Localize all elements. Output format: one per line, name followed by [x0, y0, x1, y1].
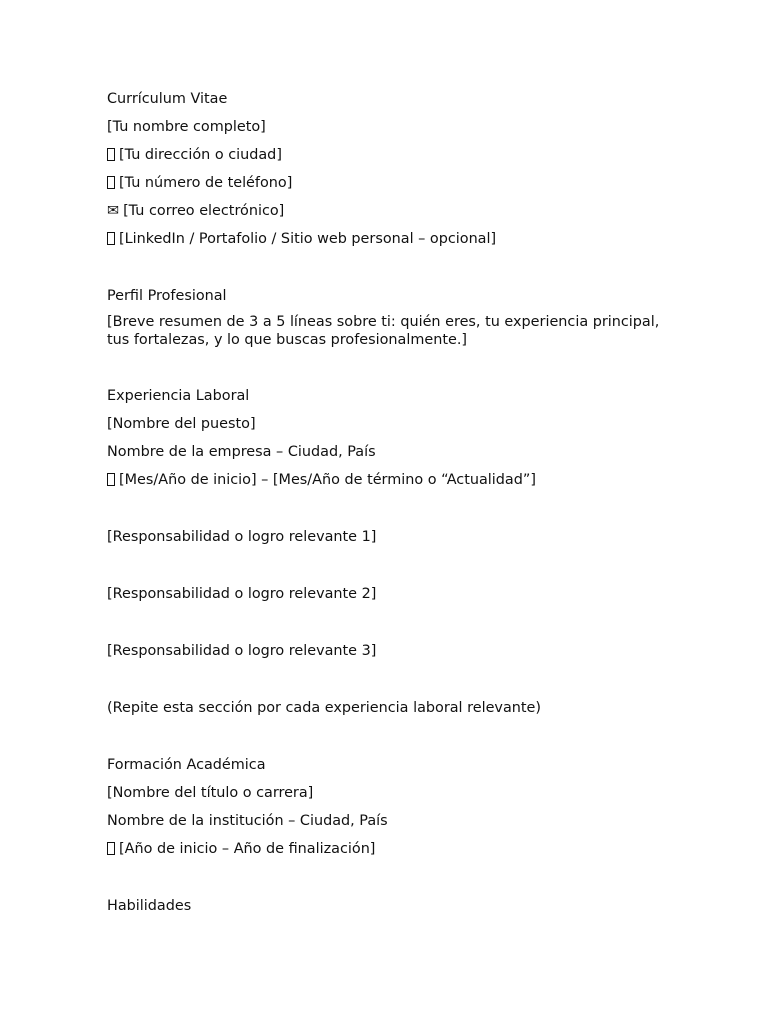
degree-line: [Nombre del título o carrera]: [107, 785, 314, 801]
institution-line: Nombre de la institución – Ciudad, País: [107, 813, 388, 829]
email-line: [107, 201, 667, 221]
education-heading: Formación Académica: [107, 757, 266, 773]
experience-note: (Repite esta sección por cada experiencia laboral relevante): [107, 700, 542, 716]
list-item: [Responsabilidad o logro relevante 1]: [107, 529, 377, 545]
profile-summary: [Breve resumen de 3 a 5 líneas sobre ti: quién eres, tu experiencia principal, tus fortalezas, y lo que buscas profesionalmente.]: [107, 314, 660, 348]
cv-document: [107, 89, 667, 916]
experience-dates-line: [107, 470, 667, 490]
envelope-icon: ✉: [107, 203, 120, 219]
location-icon: [107, 148, 115, 161]
calendar-icon: [107, 842, 115, 855]
experience-dates-text: [Mes/Año de inicio] – [Mes/Año de término o “Actualidad”]: [119, 472, 536, 488]
links-text: [LinkedIn / Portafolio / Sitio web personal – opcional]: [119, 231, 497, 247]
document-title: Currículum Vitae: [107, 91, 228, 107]
education-dates-text: [Año de inicio – Año de finalización]: [119, 841, 376, 857]
email-text: [Tu correo electrónico]: [123, 203, 285, 219]
education-dates-line: [107, 839, 667, 859]
phone-text: [Tu número de teléfono]: [119, 175, 293, 191]
links-line: [107, 229, 667, 249]
link-icon: [107, 232, 115, 245]
phone-icon: [107, 176, 115, 189]
phone-line: [107, 173, 667, 193]
company-line: Nombre de la empresa – Ciudad, País: [107, 444, 376, 460]
address-text: [Tu dirección o ciudad]: [119, 147, 282, 163]
list-item: [Responsabilidad o logro relevante 3]: [107, 643, 377, 659]
list-item: [Responsabilidad o logro relevante 2]: [107, 586, 377, 602]
experience-heading: Experiencia Laboral: [107, 388, 250, 404]
calendar-icon: [107, 473, 115, 486]
job-title: [Nombre del puesto]: [107, 416, 256, 432]
skills-heading: Habilidades: [107, 898, 192, 914]
address-line: [107, 145, 667, 165]
full-name: [Tu nombre completo]: [107, 119, 266, 135]
profile-heading: Perfil Profesional: [107, 288, 227, 304]
